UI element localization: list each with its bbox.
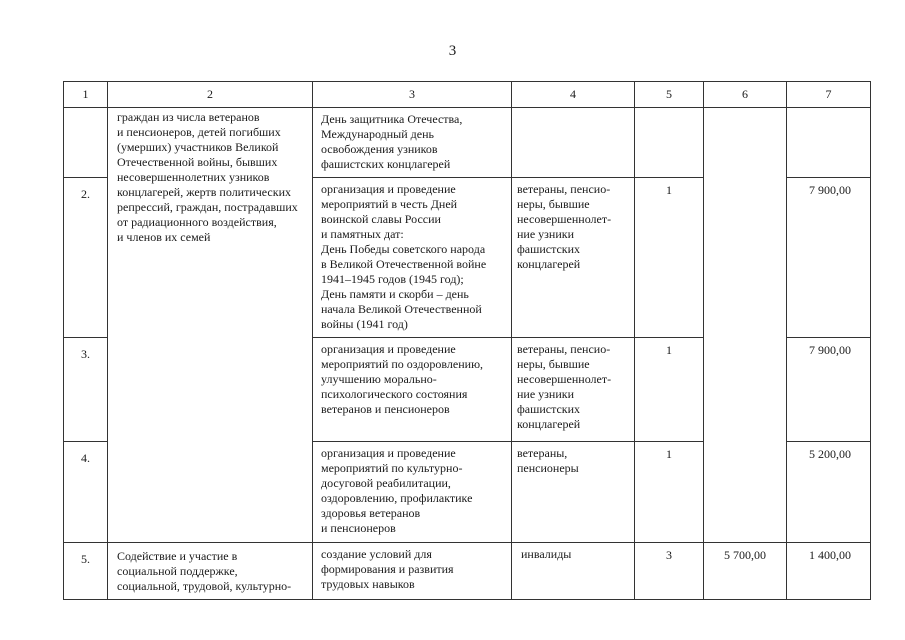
text-line: ние узники <box>517 227 575 241</box>
text-line: организация и проведение <box>321 182 456 196</box>
amount-cell-col7 <box>787 108 871 178</box>
amount-cell-col7: 7 900,00 <box>787 178 871 338</box>
column-header: 4 <box>512 82 635 108</box>
event-cell <box>313 543 512 600</box>
count-cell: 1 <box>635 178 704 338</box>
text-line: неры, бывшие <box>517 197 590 211</box>
text-line: ветераны, пенсио- <box>517 342 611 356</box>
text-line: создание условий для <box>321 547 432 561</box>
amount-cell-col7: 5 200,00 <box>787 442 871 543</box>
event-cell <box>313 108 512 178</box>
column-header: 2 <box>108 82 313 108</box>
text-line: социальной, трудовой, культурно- <box>117 579 292 593</box>
text-line: войны (1941 год) <box>321 317 408 331</box>
table-header-row <box>64 82 871 108</box>
text-line: мероприятий в честь Дней <box>321 197 458 211</box>
text-line: и пенсионеров, детей погибших <box>117 125 281 139</box>
text-line: организация и проведение <box>321 342 456 356</box>
amount-cell-col6: 5 700,00 <box>704 543 787 600</box>
text-line: (умерших) участников Великой <box>117 140 279 154</box>
text-line: фашистских <box>517 402 581 416</box>
table-row <box>64 108 871 178</box>
text-line: фашистских <box>517 242 581 256</box>
audience-cell <box>512 442 635 543</box>
text-line: фашистских концлагерей <box>321 157 451 171</box>
text-line: репрессий, граждан, пострадавших <box>117 200 298 214</box>
audience-cell <box>512 178 635 338</box>
text-line: от радиационного воздействия, <box>117 215 277 229</box>
audience-cell <box>512 108 635 178</box>
text-line: в Великой Отечественной войне <box>321 257 487 271</box>
text-line: несовершеннолет- <box>517 372 612 386</box>
text-line: День защитника Отечества, <box>321 112 463 126</box>
text-line: несовершеннолетних узников <box>117 170 270 184</box>
text-line: граждан из числа ветеранов <box>117 110 260 124</box>
table-row <box>64 543 871 600</box>
text-line: формирования и развития <box>321 562 454 576</box>
text-line: ние узники <box>517 387 575 401</box>
text-line: психологического состояния <box>321 387 468 401</box>
count-cell <box>635 108 704 178</box>
text-line: здоровья ветеранов <box>321 506 421 520</box>
text-line: Содействие и участие в <box>117 549 238 563</box>
text-line: концлагерей <box>517 417 581 431</box>
event-cell <box>313 338 512 442</box>
row-number-cell: 4. <box>64 442 108 543</box>
row-number-cell: 3. <box>64 338 108 442</box>
row-number-cell: 2. <box>64 178 108 338</box>
text-line: ветераны, <box>517 446 568 460</box>
text-line: День памяти и скорби – день <box>321 287 469 301</box>
text-line: День Победы советского народа <box>321 242 486 256</box>
text-line: организация и проведение <box>321 446 456 460</box>
text-line: концлагерей, жертв политических <box>117 185 292 199</box>
text-line: ветераны, пенсио- <box>517 182 611 196</box>
amount-cell-col7: 7 900,00 <box>787 338 871 442</box>
text-line: воинской славы России <box>321 212 441 226</box>
event-cell <box>313 442 512 543</box>
text-line: социальной поддержке, <box>117 564 238 578</box>
audience-cell <box>512 543 635 600</box>
column-header: 6 <box>704 82 787 108</box>
audience-cell <box>512 338 635 442</box>
text-line: концлагерей <box>517 257 581 271</box>
event-cell <box>313 178 512 338</box>
row-number-cell: 5. <box>64 543 108 600</box>
text-line: Международный день <box>321 127 434 141</box>
text-line: инвалиды <box>521 547 572 561</box>
text-line: и памятных дат: <box>321 227 404 241</box>
text-line: начала Великой Отечественной <box>321 302 482 316</box>
text-line: улучшению морально- <box>321 372 437 386</box>
budget-table <box>63 81 871 600</box>
text-line: мероприятий по культурно- <box>321 461 463 475</box>
text-line: пенсионеры <box>517 461 579 475</box>
text-line: и членов их семей <box>117 230 211 244</box>
text-line: неры, бывшие <box>517 357 590 371</box>
group-description-cell <box>108 108 313 543</box>
group-description-cell <box>108 543 313 600</box>
column-header: 7 <box>787 82 871 108</box>
amount-cell-col7: 1 400,00 <box>787 543 871 600</box>
text-line: оздоровлению, профилактике <box>321 491 473 505</box>
text-line: и пенсионеров <box>321 521 396 535</box>
row-number-cell <box>64 108 108 178</box>
text-line: 1941–1945 годов (1945 год); <box>321 272 464 286</box>
text-line: Отечественной войны, бывших <box>117 155 278 169</box>
text-line: освобождения узников <box>321 142 438 156</box>
count-cell: 3 <box>635 543 704 600</box>
text-line: трудовых навыков <box>321 577 415 591</box>
page-number: 3 <box>448 43 457 59</box>
column-header: 1 <box>64 82 108 108</box>
amount-cell-col6 <box>704 108 787 543</box>
text-line: досуговой реабилитации, <box>321 476 451 490</box>
column-header: 5 <box>635 82 704 108</box>
count-cell: 1 <box>635 338 704 442</box>
column-header: 3 <box>313 82 512 108</box>
count-cell: 1 <box>635 442 704 543</box>
text-line: мероприятий по оздоровлению, <box>321 357 484 371</box>
text-line: несовершеннолет- <box>517 212 612 226</box>
text-line: ветеранов и пенсионеров <box>321 402 450 416</box>
